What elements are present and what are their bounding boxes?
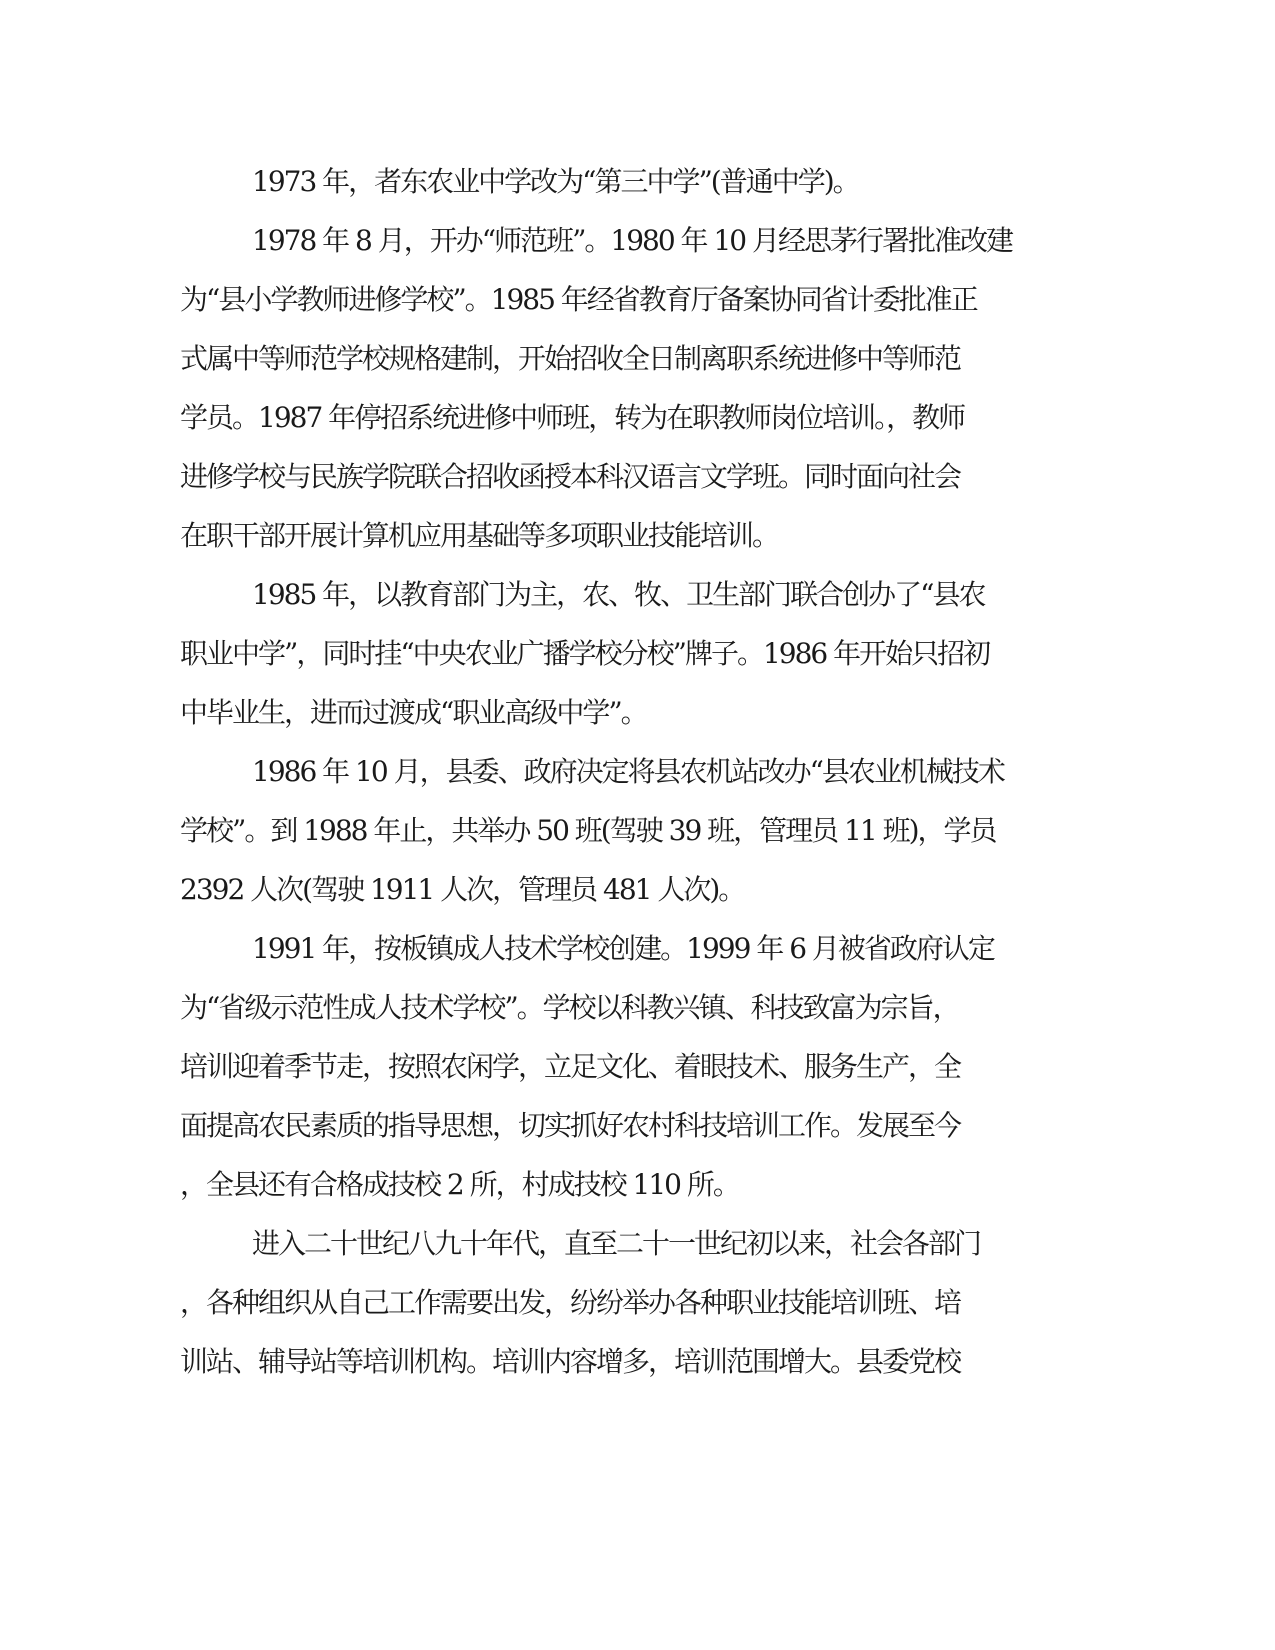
- text-line: 式属中等师范学校规格建制，开始招收全日制离职系统进修中等师范: [180, 342, 961, 375]
- text-line: 学员。1987 年停招系统进修中师班，转为在职教师岗位培训。，教师: [180, 401, 965, 434]
- text-line: ，全县还有合格成技校 2 所，村成技校 110 所。: [180, 1168, 739, 1201]
- text-line: 为“省级示范性成人技术学校”。学校以科教兴镇、科技致富为宗旨，: [180, 991, 959, 1024]
- text-line: 1991 年，按板镇成人技术学校创建。1999 年 6 月被省政府认定: [252, 932, 994, 965]
- text-line: 进入二十世纪八九十年代，直至二十一世纪初以来，社会各部门: [252, 1227, 981, 1260]
- text-line: 学校”。到 1988 年止，共举办 50 班(驾驶 39 班，管理员 11 班)，学员: [180, 814, 996, 847]
- text-line: 1978 年 8 月，开办“师范班”。1980 年 10 月经思茅行署批准改建: [252, 224, 1012, 257]
- text-line: 在职干部开展计算机应用基础等多项职业技能培训。: [180, 519, 779, 552]
- text-line: 1985 年，以教育部门为主，农、牧、卫生部门联合创办了“县农: [252, 578, 985, 611]
- text-line: 面提高农民素质的指导思想，切实抓好农村科技培训工作。发展至今: [180, 1109, 961, 1142]
- text-line: 为“县小学教师进修学校”。1985 年经省教育厅备案协同省计委批准正: [180, 283, 977, 316]
- text-line: 职业中学”，同时挂“中央农业广播学校分校”牌子。1986 年开始只招初: [180, 637, 990, 670]
- text-line: 1973 年，者东农业中学改为“第三中学”(普通中学)。: [252, 165, 859, 198]
- text-line: 2392 人次(驾驶 1911 人次，管理员 481 人次)。: [180, 873, 745, 906]
- text-line: 训站、辅导站等培训机构。培训内容增多，培训范围增大。县委党校: [180, 1345, 961, 1378]
- text-line: 进修学校与民族学院联合招收函授本科汉语言文学班。同时面向社会: [180, 460, 961, 493]
- text-line: 中毕业生，进而过渡成“职业高级中学”。: [180, 696, 647, 729]
- text-line: 培训迎着季节走，按照农闲学，立足文化、着眼技术、服务生产，全: [180, 1050, 961, 1083]
- text-line: 1986 年 10 月，县委、政府决定将县农机站改办“县农业机械技术: [252, 755, 1004, 788]
- text-line: ，各种组织从自己工作需要出发，纷纷举办各种职业技能培训班、培: [180, 1286, 961, 1319]
